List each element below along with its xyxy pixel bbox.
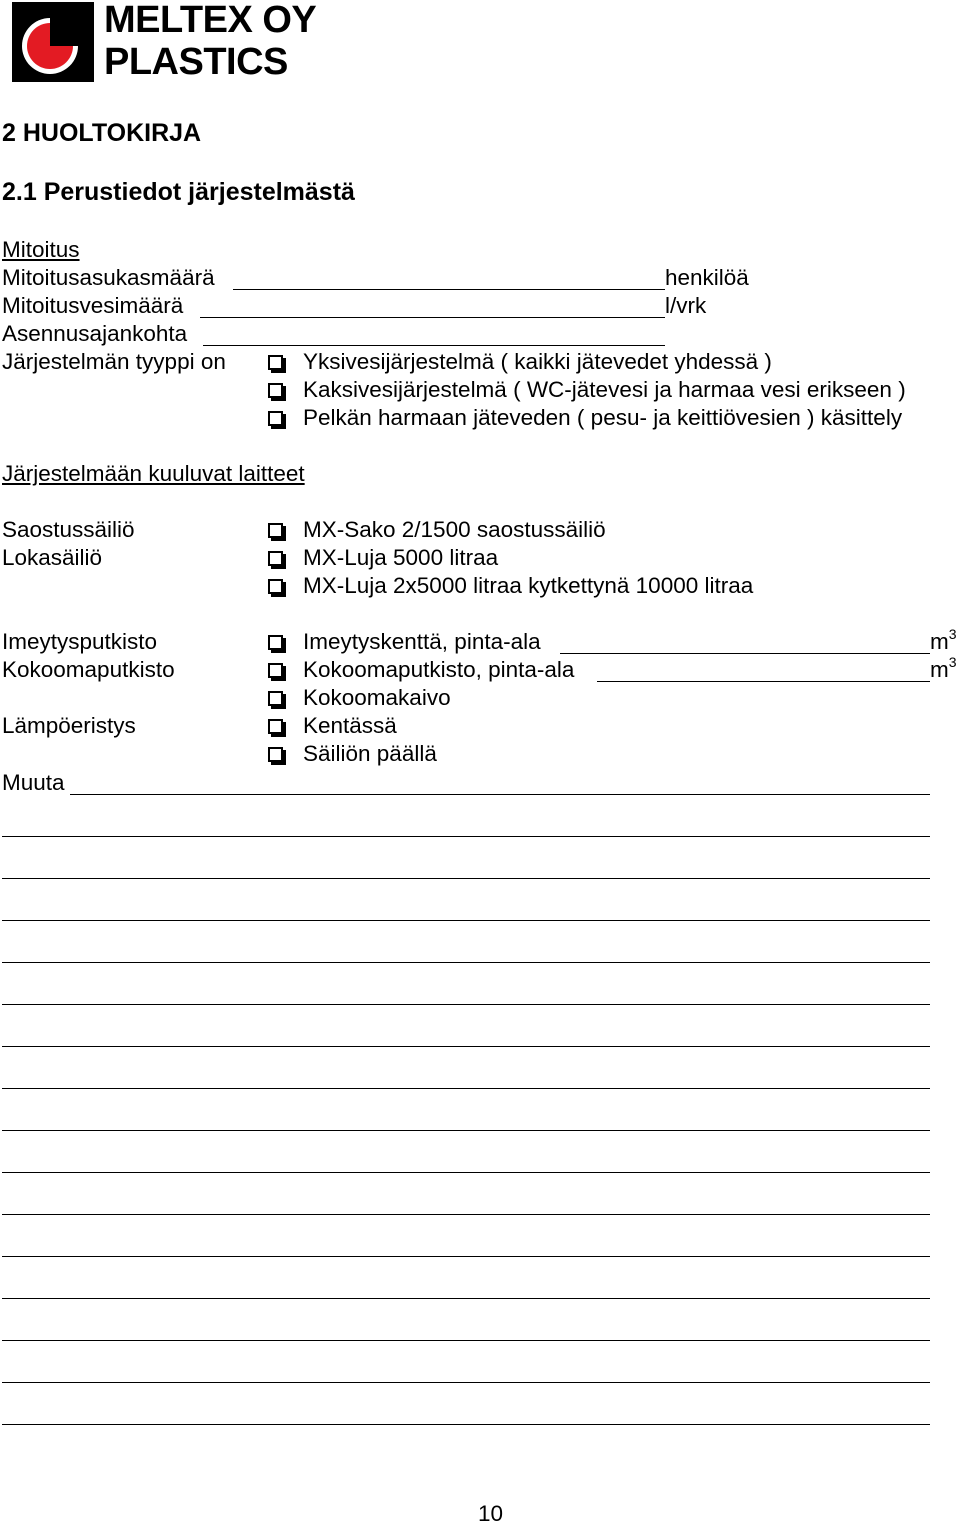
unit-exponent: 3	[948, 625, 957, 642]
vesi-label: Mitoitusvesimäärä	[2, 293, 184, 318]
muuta-extra-line[interactable]	[2, 878, 930, 879]
option-kaksivesi: Kaksivesijärjestelmä ( WC-jätevesi ja harmaa vesi erikseen )	[303, 377, 906, 402]
option-kokoomaputkisto: Kokoomaputkisto, pinta-ala	[303, 657, 575, 682]
muuta-extra-line[interactable]	[2, 1424, 930, 1425]
logo-text-line2: PLASTICS	[104, 41, 288, 83]
laitteet-title: Järjestelmään kuuluvat laitteet	[2, 461, 305, 486]
unit-m: m	[930, 629, 949, 654]
asennus-field-line[interactable]	[203, 345, 665, 346]
checkbox-kaksivesi[interactable]	[268, 383, 283, 398]
muuta-extra-line[interactable]	[2, 920, 930, 921]
muuta-extra-line[interactable]	[2, 1214, 930, 1215]
muuta-extra-line[interactable]	[2, 1130, 930, 1131]
option-mx-sako: MX-Sako 2/1500 saostussäiliö	[303, 517, 606, 542]
unit-m: m	[930, 657, 949, 682]
option-kentassa: Kentässä	[303, 713, 397, 738]
muuta-field-line[interactable]	[70, 794, 930, 795]
muuta-extra-line[interactable]	[2, 962, 930, 963]
asennus-label: Asennusajankohta	[2, 321, 188, 346]
checkbox-mx-luja-2x5000[interactable]	[268, 579, 283, 594]
checkbox-mx-luja-5000[interactable]	[268, 551, 283, 566]
muuta-extra-line[interactable]	[2, 1004, 930, 1005]
logo-mark	[12, 2, 94, 82]
page-number: 10	[478, 1501, 504, 1526]
kokooma-area-line[interactable]	[597, 681, 930, 682]
checkbox-imeytyskentta[interactable]	[268, 635, 283, 650]
tyyppi-label: Järjestelmän tyyppi on	[2, 349, 226, 374]
muuta-extra-line[interactable]	[2, 1298, 930, 1299]
asukas-unit: henkilöä	[665, 265, 749, 290]
page-heading: 2 HUOLTOKIRJA	[2, 119, 202, 147]
muuta-extra-line[interactable]	[2, 836, 930, 837]
imeytys-label: Imeytysputkisto	[2, 629, 158, 654]
muuta-extra-line[interactable]	[2, 1340, 930, 1341]
checkbox-harmaa[interactable]	[268, 411, 283, 426]
muuta-extra-line[interactable]	[2, 1172, 930, 1173]
muuta-extra-line[interactable]	[2, 1088, 930, 1089]
lampo-label: Lämpöeristys	[2, 713, 136, 738]
muuta-label: Muuta	[2, 770, 65, 795]
muuta-extra-line[interactable]	[2, 1046, 930, 1047]
unit-exponent: 3	[948, 653, 957, 670]
option-harmaa: Pelkän harmaan jäteveden ( pesu- ja keittiövesien ) käsittely	[303, 405, 903, 430]
option-mx-luja-2x5000: MX-Luja 2x5000 litraa kytkettynä 10000 litraa	[303, 573, 754, 598]
logo-text-line1: MELTEX OY	[104, 0, 317, 41]
kokooma-label: Kokoomaputkisto	[2, 657, 175, 682]
checkbox-yksivesi[interactable]	[268, 355, 283, 370]
muuta-extra-line[interactable]	[2, 1256, 930, 1257]
loka-label: Lokasäiliö	[2, 545, 103, 570]
imeytys-area-line[interactable]	[560, 653, 930, 654]
asukas-field-line[interactable]	[233, 289, 665, 290]
option-imeytyskentta: Imeytyskenttä, pinta-ala	[303, 629, 541, 654]
vesi-field-line[interactable]	[200, 317, 665, 318]
company-logo	[12, 2, 332, 82]
imeytys-unit	[930, 625, 957, 656]
option-kokoomakaivo: Kokoomakaivo	[303, 685, 451, 710]
mitoitus-title: Mitoitus	[2, 237, 80, 262]
section-heading: 2.1 Perustiedot järjestelmästä	[2, 178, 355, 206]
checkbox-kokoomakaivo[interactable]	[268, 691, 283, 706]
checkbox-mx-sako[interactable]	[268, 523, 283, 538]
muuta-extra-line[interactable]	[2, 1382, 930, 1383]
kokooma-unit	[930, 653, 957, 684]
saostus-label: Saostussäiliö	[2, 517, 135, 542]
checkbox-sailion-paalla[interactable]	[268, 747, 283, 762]
checkbox-kokoomaputkisto[interactable]	[268, 663, 283, 678]
option-yksivesi: Yksivesijärjestelmä ( kaikki jätevedet yhdessä )	[303, 349, 772, 374]
option-mx-luja-5000: MX-Luja 5000 litraa	[303, 545, 499, 570]
option-sailion-paalla: Säiliön päällä	[303, 741, 437, 766]
checkbox-kentassa[interactable]	[268, 719, 283, 734]
vesi-unit: l/vrk	[665, 293, 707, 318]
asukas-label: Mitoitusasukasmäärä	[2, 265, 215, 290]
